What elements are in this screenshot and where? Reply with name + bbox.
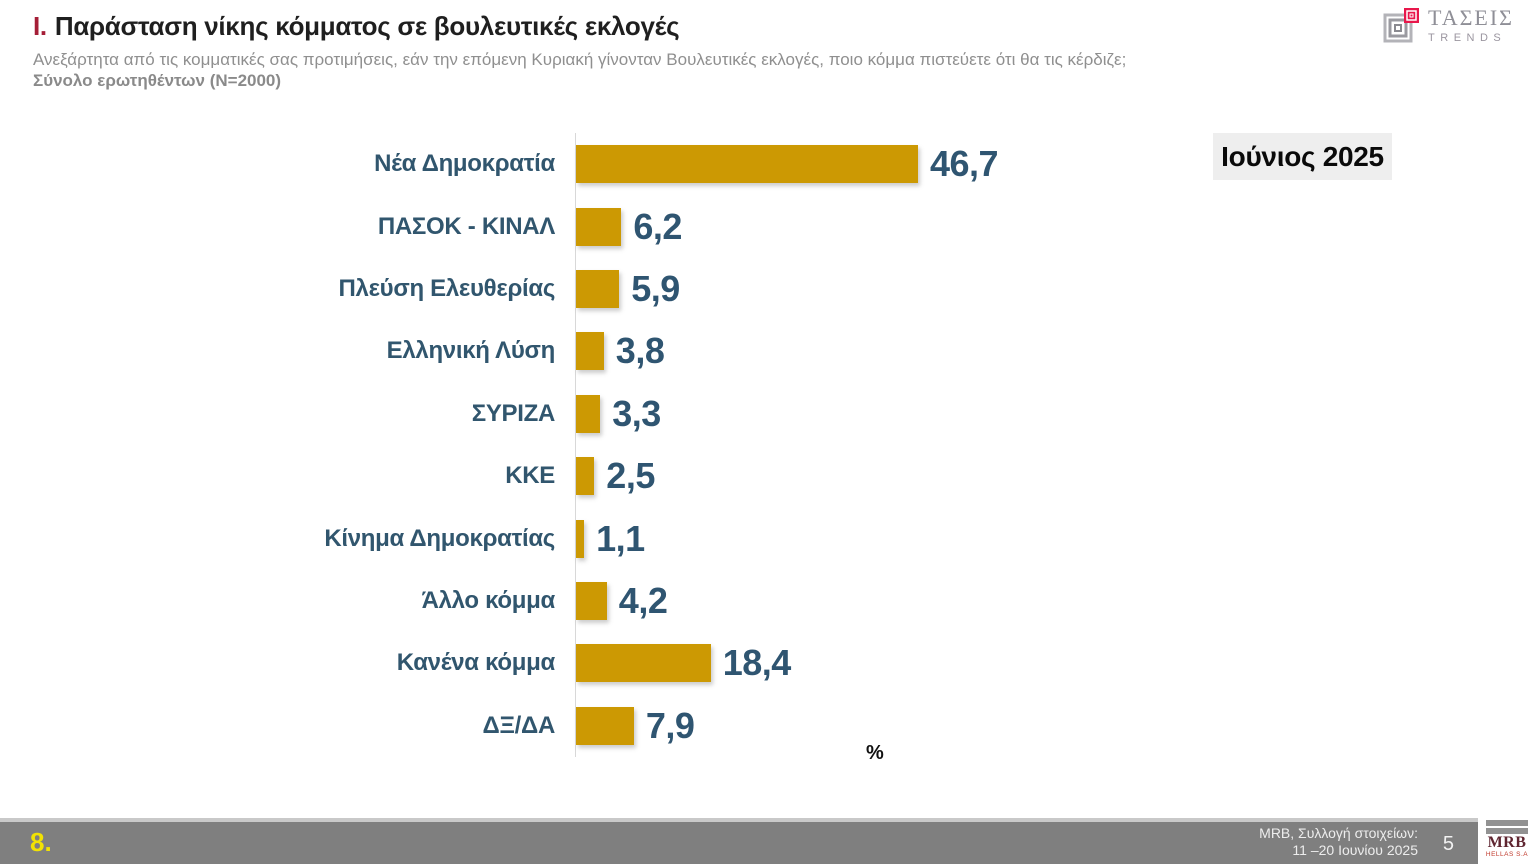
bar-value: 5,9 <box>631 267 680 309</box>
mrb-logo <box>1478 818 1536 864</box>
bar-label: Πλεύση Ελευθερίας <box>338 274 555 302</box>
title-text: Παράσταση νίκης κόμματος σε βουλευτικές εκλογές <box>54 11 680 41</box>
bar <box>576 644 711 682</box>
bar <box>576 208 621 246</box>
bar <box>576 145 918 183</box>
footer-bar <box>0 818 1478 864</box>
data-collection-note <box>1259 825 1418 859</box>
bar <box>576 707 634 745</box>
bar-label: ΣΥΡΙΖΑ <box>471 399 555 427</box>
bar-value: 7,9 <box>645 704 695 746</box>
bar-value: 3,3 <box>612 392 661 434</box>
chart-row <box>0 632 1100 694</box>
mrb-logo-name: MRB <box>1487 834 1527 851</box>
page-title <box>33 11 679 42</box>
slide-number: 8. <box>30 827 52 857</box>
percent-unit-label: % <box>866 742 884 764</box>
bar-value: 1,1 <box>596 517 645 559</box>
source-line1: MRB, Συλλογή στοιχείων: <box>1259 825 1418 841</box>
bar-label: ΔΞ/ΔΑ <box>482 711 555 739</box>
survey-question: Ανεξάρτητα από τις κομματικές σας προτιμήσεις, εάν την επόμενη Κυριακή γίνονταν Βουλευτικές εκλογές, ποιο κόμμα πιστεύετε ότι θα τις κέρδιζε; <box>33 50 1127 69</box>
chart-rows <box>0 133 1100 757</box>
period-badge: Ιούνιος 2025 <box>1213 133 1392 180</box>
bar-label: Νέα Δημοκρατία <box>374 150 555 178</box>
bar <box>576 395 600 433</box>
bar-chart <box>0 133 1100 757</box>
bar <box>576 457 594 495</box>
bar <box>576 332 604 370</box>
bar-label: ΠΑΣΟΚ - ΚΙΝΑΛ <box>377 212 555 240</box>
bar-label: Κανένα κόμμα <box>396 649 555 677</box>
taseis-logo-name: ΤΑΣΕΙΣ <box>1428 5 1514 30</box>
chart-row <box>0 195 1100 257</box>
bar-value: 4,2 <box>618 579 668 621</box>
taseis-logo-sub: TRENDS <box>1428 32 1507 44</box>
chart-row <box>0 133 1100 195</box>
nested-squares-icon <box>1382 6 1422 51</box>
bar <box>576 270 619 308</box>
mrb-stripes-icon <box>1486 820 1528 834</box>
bar-value: 6,2 <box>633 205 682 247</box>
bar <box>576 520 584 558</box>
bar <box>576 582 607 620</box>
mrb-logo-sub: HELLAS S.A <box>1485 851 1529 858</box>
bar-value: 2,5 <box>606 455 655 497</box>
chart-row <box>0 258 1100 320</box>
chart-row <box>0 507 1100 569</box>
chart-row <box>0 445 1100 507</box>
page-number: 5 <box>1442 833 1454 855</box>
source-line2: 11 –20 Ιουνίου 2025 <box>1292 842 1418 858</box>
bar-label: Άλλο κόμμα <box>421 586 555 614</box>
bar-value: 3,8 <box>615 330 665 372</box>
chart-row <box>0 695 1100 757</box>
taseis-logo <box>1382 6 1514 51</box>
bar-value: 18,4 <box>722 642 791 684</box>
bar-label: Ελληνική Λύση <box>386 337 555 365</box>
bar-label: ΚΚΕ <box>505 462 555 490</box>
bar-value: 46,7 <box>930 143 999 185</box>
bar-label: Κίνημα Δημοκρατίας <box>324 524 555 552</box>
chart-row <box>0 570 1100 632</box>
section-number: Ι. <box>33 11 47 41</box>
chart-row <box>0 383 1100 445</box>
chart-row <box>0 320 1100 382</box>
sample-size-label: Σύνολο ερωτηθέντων (Ν=2000) <box>33 71 282 90</box>
